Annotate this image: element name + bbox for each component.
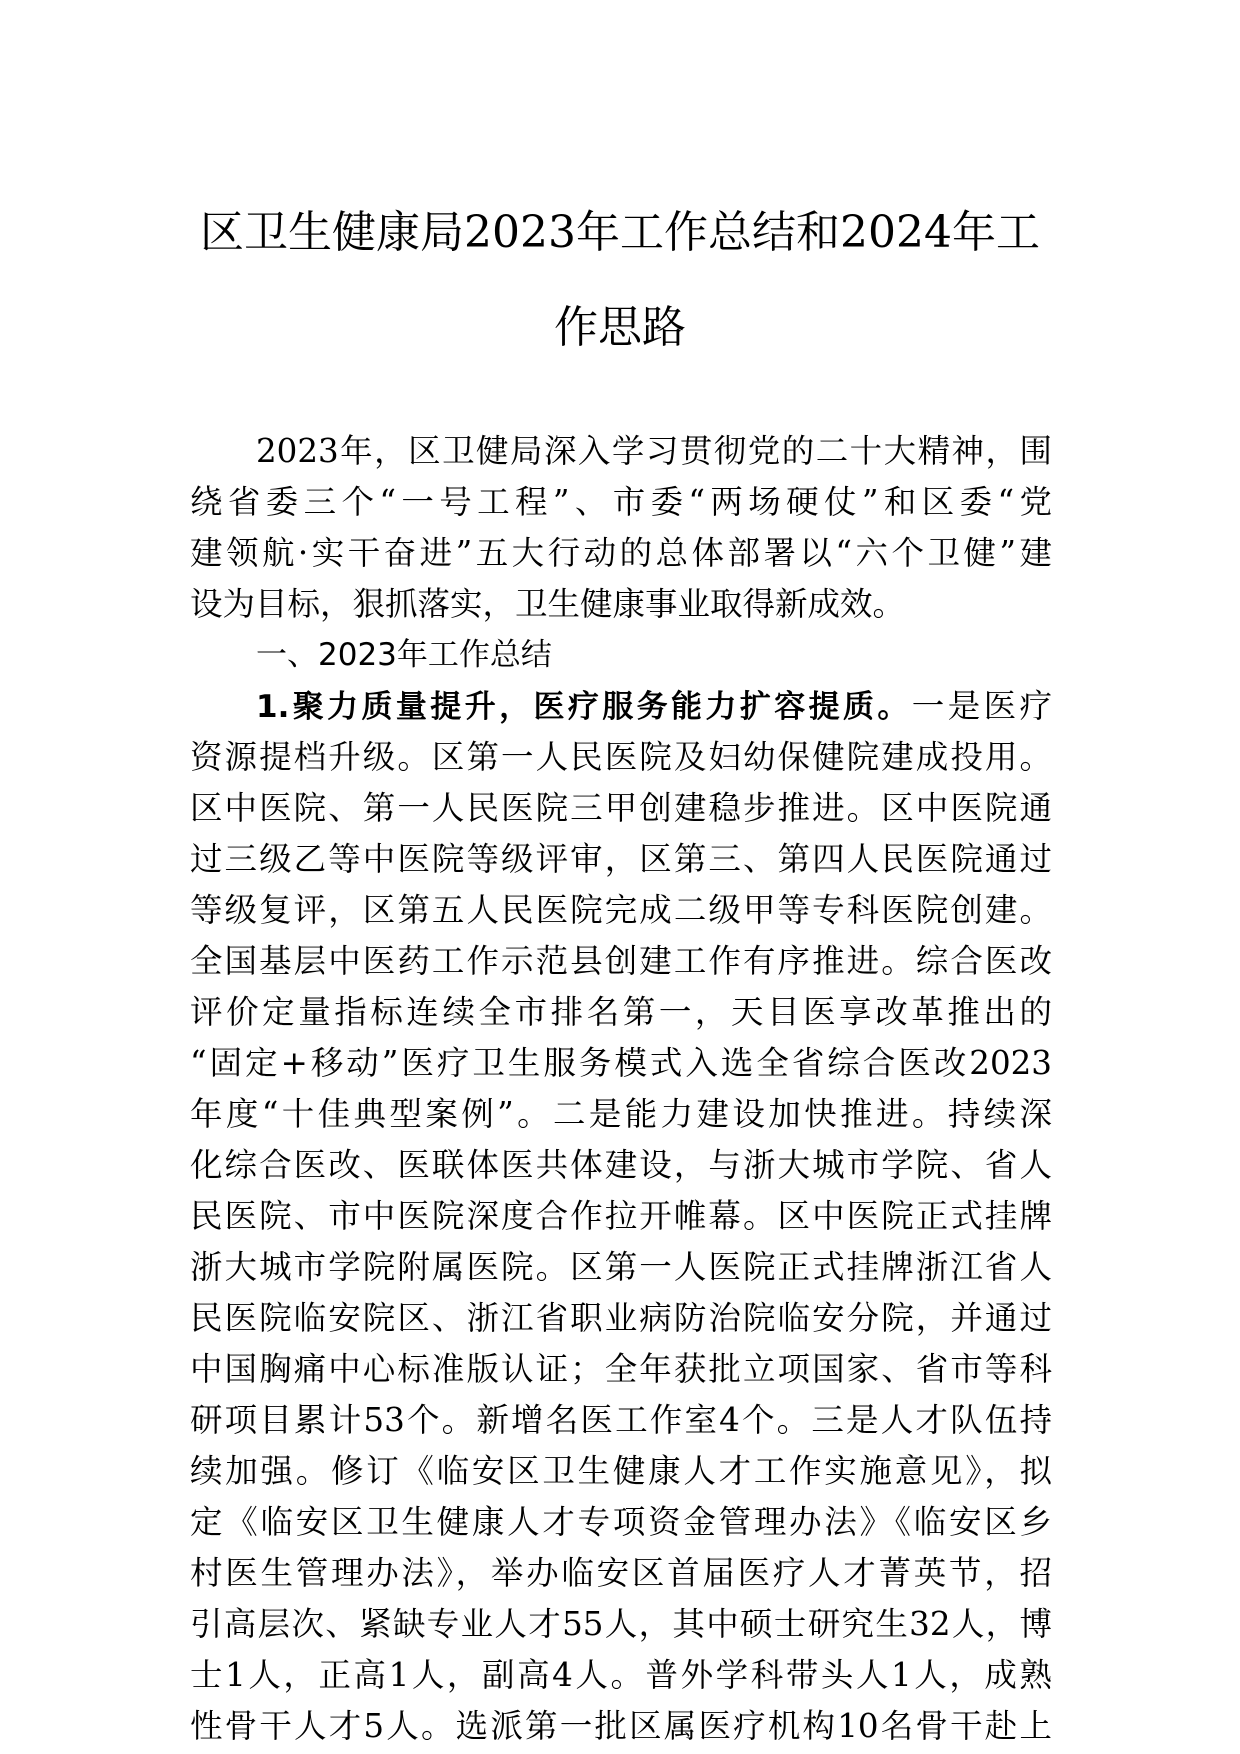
title-line-2: 作思路 — [554, 302, 686, 353]
item1-line: “固定+移动”医疗卫生服务模式入选全省综合医改2023 — [190, 1044, 1052, 1082]
intro-line-2: 绕省委三个“一号工程”、市委“两场硬仗”和区委“党 — [190, 483, 1052, 521]
item1-line: 评价定量指标连续全市排名第一，天目医享改革推出的 — [190, 993, 1052, 1031]
item1-line: 定《临安区卫生健康人才专项资金管理办法》《临安区乡 — [190, 1503, 1052, 1541]
document-title — [185, 185, 1055, 375]
item1-line: 续加强。修订《临安区卫生健康人才工作实施意见》，拟 — [190, 1452, 1052, 1490]
item1-line: 过三级乙等中医院等级评审，区第三、第四人民医院通过 — [190, 840, 1052, 878]
item1-line: 资源提档升级。区第一人民医院及妇幼保健院建成投用。 — [190, 738, 1052, 776]
title-line-1: 区卫生健康局2023年工作总结和2024年工 — [200, 207, 1040, 258]
item1-line: 年度“十佳典型案例”。二是能力建设加快推进。持续深 — [190, 1095, 1052, 1133]
item1-line: 化综合医改、医联体医共体建设，与浙大城市学院、省人 — [190, 1146, 1052, 1184]
item1-bold-title: 1.聚力质量提升，医疗服务能力扩容提质。 — [256, 689, 912, 725]
intro-line-1: 2023年，区卫健局深入学习贯彻党的二十大精神，围 — [256, 432, 1052, 470]
item1-first-line — [190, 681, 1052, 732]
section-heading: 一、2023年工作总结 — [256, 637, 552, 673]
item1-line: 士1人，正高1人，副高4人。普外学科带头人1人，成熟 — [190, 1656, 1052, 1694]
item1-first-line-rest: 一是医疗 — [911, 687, 1052, 725]
item1-line: 全国基层中医药工作示范县创建工作有序推进。综合医改 — [190, 942, 1052, 980]
intro-line-3: 建领航·实干奋进”五大行动的总体部署以“六个卫健”建 — [190, 534, 1052, 572]
item1-line: 民医院、市中医院深度合作拉开帷幕。区中医院正式挂牌 — [190, 1197, 1052, 1235]
item1-line: 研项目累计53个。新增名医工作室4个。三是人才队伍持 — [190, 1401, 1052, 1439]
item1-line: 民医院临安院区、浙江省职业病防治院临安分院，并通过 — [190, 1299, 1052, 1337]
item1-line: 村医生管理办法》，举办临安区首届医疗人才菁英节，招 — [190, 1554, 1052, 1592]
document-body — [190, 426, 1052, 1752]
intro-line-4: 设为目标，狠抓落实，卫生健康事业取得新成效。 — [190, 585, 906, 623]
item1-line: 区中医院、第一人民医院三甲创建稳步推进。区中医院通 — [190, 789, 1052, 827]
item1-line: 浙大城市学院附属医院。区第一人医院正式挂牌浙江省人 — [190, 1248, 1052, 1286]
item1-line: 中国胸痛中心标准版认证；全年获批立项国家、省市等科 — [190, 1350, 1052, 1388]
item1-line: 性骨干人才5人。选派第一批区属医疗机构10名骨干赴上 — [190, 1707, 1052, 1745]
item1-line: 引高层次、紧缺专业人才55人，其中硕士研究生32人，博 — [190, 1605, 1052, 1643]
item1-line: 等级复评，区第五人民医院完成二级甲等专科医院创建。 — [190, 891, 1052, 929]
